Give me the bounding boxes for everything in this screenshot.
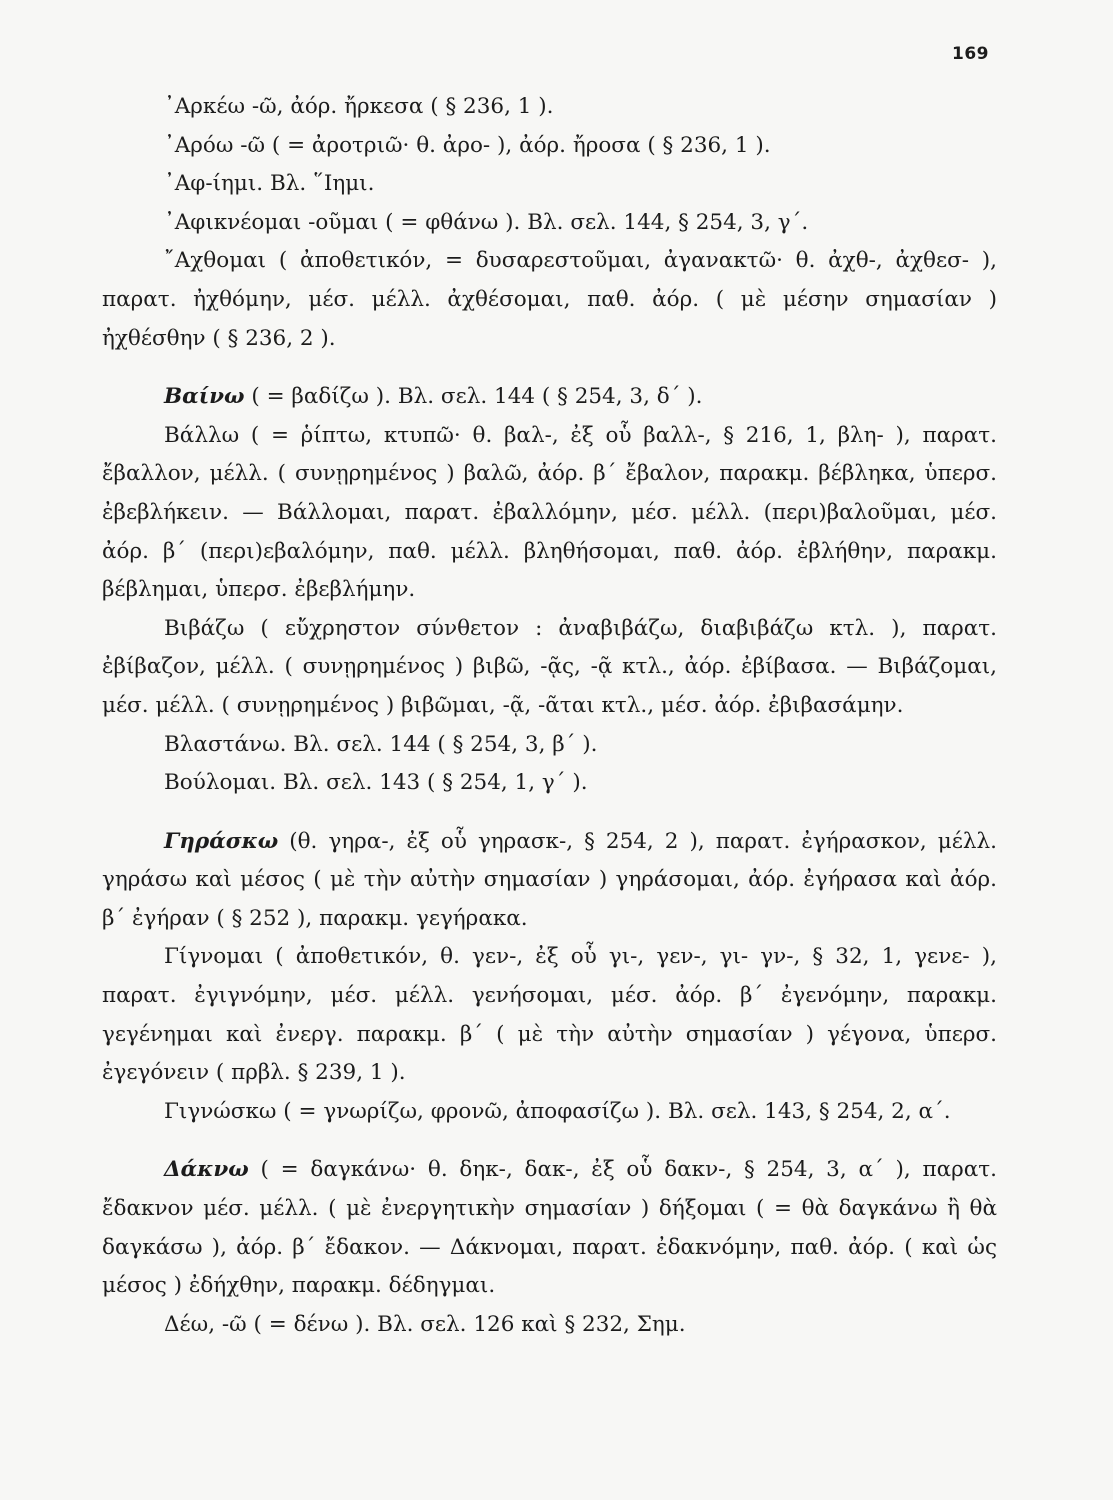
headword-baino: Βαίνω bbox=[164, 384, 245, 410]
headword-dakno: Δάκνω bbox=[164, 1157, 249, 1183]
entry-achthomai: ῎Αχθομαι ( ἀποθετικόν, = δυσαρεστοῦμαι, ἀγανακτῶ· θ. ἀχθ-, ἀχθεσ- ), παρατ. ἠχθόμην, μέσ. μέλλ. ἀχθέσομαι, παθ. ἀόρ. ( μὲ μέσην σημασίαν ) ἠχθέσθην ( § 236, 2 ). bbox=[102, 248, 997, 351]
entry-baino bbox=[102, 378, 997, 417]
entry-aroo: ᾿Αρόω -ῶ ( = ἀροτριῶ· θ. ἀρο- ), ἀόρ. ἤροσα ( § 236, 1 ). bbox=[164, 132, 771, 158]
entry-dakno bbox=[102, 1151, 997, 1305]
entry-arkeo: ᾿Αρκέω -ῶ, ἀόρ. ἤρκεσα ( § 236, 1 ). bbox=[164, 94, 554, 119]
entry-giraskо-text: (θ. γηρα-, ἐξ οὗ γηρασκ-, § 254, 2 ), παρατ. ἐγήρασκον, μέλλ. γηράσω καὶ μέσος ( μὲ τὴν αὐτὴν σημασίαν ) γηράσομαι, ἀόρ. ἐγήρασα καὶ ἀόρ. β΄ ἐγήραν ( § 252 ), παρακμ. γεγήρακα. bbox=[102, 828, 997, 931]
entry-voulomai: Βούλομαι. Βλ. σελ. 143 ( § 254, 1, γ΄ ). bbox=[164, 770, 588, 796]
headword-giraskо: Γηράσκω bbox=[164, 828, 279, 854]
entry-vlastano: Βλαστάνω. Βλ. σελ. 144 ( § 254, 3, β΄ ). bbox=[164, 731, 598, 757]
entry-dakno-text: ( = δαγκάνω· θ. δηκ-, δακ-, ἐξ οὗ δακν-, § 254, 3, α΄ ), παρατ. ἔδακνον μέσ. μέλλ. ( μὲ ἐνεργητικὴν σημασίαν ) δήξομαι ( = θὰ δαγκάνω ἢ θὰ δαγκάσω ), ἀόρ. β΄ ἔδακον. — Δάκνομαι, παρατ. ἐδακνόμην, παθ. ἀόρ. ( καὶ ὡς μέσος ) ἐδήχθην, παρακμ. δέδηγμαι. bbox=[102, 1157, 997, 1299]
entry-afiknoumai: ᾿Αφικνέομαι -οῦμαι ( = φθάνω ). Βλ. σελ. 144, § 254, 3, γ΄. bbox=[164, 209, 809, 235]
entry-giraskо bbox=[102, 823, 997, 939]
entry-gignomai: Γίγνομαι ( ἀποθετικόν, θ. γεν-, ἐξ οὗ γι-, γεν-, γι- γν-, § 32, 1, γενε- ), παρατ. ἐγιγνόμην, μέσ. μέλλ. γενήσομαι, μέσ. ἀόρ. β΄ ἐγενόμην, παρακμ. γεγένημαι καὶ ἐνεργ. παρακμ. β΄ ( μὲ τὴν αὐτὴν σημασίαν ) γέγονα, ὑπερσ. ἐγεγόνειν ( πρβλ. § 239, 1 ). bbox=[102, 944, 997, 1086]
entry-deo: Δέω, -ῶ ( = δένω ). Βλ. σελ. 126 καὶ § 232, Σημ. bbox=[164, 1311, 686, 1337]
entry-vivazo: Βιβάζω ( εὔχρηστον σύνθετον : ἀναβιβάζω, διαβιβάζω κτλ. ), παρατ. ἐβίβαζον, μέλλ. ( συνῃρημένος ) βιβῶ, -ᾷς, -ᾷ κτλ., ἀόρ. ἐβίβασα. — Βιβάζομαι, μέσ. μέλλ. ( συνῃρημένος ) βιβῶμαι, -ᾷ, -ᾶται κτλ., μέσ. ἀόρ. ἐβιβασάμην. bbox=[102, 615, 997, 718]
entry-afiemi: ᾿Αφ-ίημι. Βλ. ῞Ιημι. bbox=[164, 171, 375, 197]
page-number: 169 bbox=[952, 44, 989, 64]
page-content bbox=[102, 88, 997, 1344]
entry-vallo: Βάλλω ( = ῥίπτω, κτυπῶ· θ. βαλ-, ἐξ οὗ βαλλ-, § 216, 1, βλη- ), παρατ. ἔβαλλον, μέλλ. ( συνῃρημένος ) βαλῶ, ἀόρ. β΄ ἔβαλον, παρακμ. βέβληκα, ὑπερσ. ἐβεβλήκειν. — Βάλλομαι, παρατ. ἐβαλλόμην, μέσ. μέλλ. (περι)βαλοῦμαι, μέσ. ἀόρ. β΄ (περι)εβαλόμην, παθ. μέλλ. βληθήσομαι, παθ. ἀόρ. ἐβλήθην, παρακμ. βέβλημαι, ὑπερσ. ἐβεβλήμην. bbox=[102, 422, 997, 603]
entry-baino-text: ( = βαδίζω ). Βλ. σελ. 144 ( § 254, 3, δ΄ ). bbox=[244, 384, 703, 410]
entry-gignosko: Γιγνώσκω ( = γνωρίζω, φρονῶ, ἀποφασίζω ). Βλ. σελ. 143, § 254, 2, α΄. bbox=[164, 1098, 951, 1124]
